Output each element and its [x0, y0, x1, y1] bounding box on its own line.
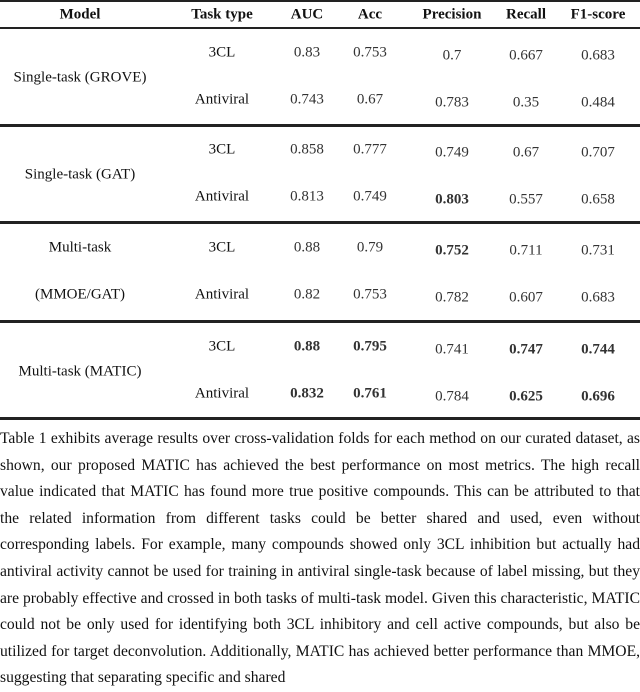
- table-rule: [0, 27, 640, 29]
- table-rule: [0, 417, 640, 420]
- column-header: AUC: [290, 6, 324, 23]
- metric-value: 0.795: [353, 338, 387, 355]
- task-type: Antiviral: [194, 385, 250, 402]
- task-type: 3CL: [208, 239, 236, 256]
- metric-value: 0.761: [353, 385, 387, 402]
- model-name: Single-task (GROVE): [13, 69, 147, 86]
- metric-value: 0.747: [509, 341, 543, 358]
- metric-value: 0.67: [512, 144, 540, 161]
- metric-value: 0.557: [509, 191, 543, 208]
- metric-value: 0.783: [435, 94, 469, 111]
- metric-value: 0.79: [356, 239, 384, 256]
- metric-value: 0.744: [581, 341, 615, 358]
- metric-value: 0.696: [581, 388, 615, 405]
- task-type: 3CL: [208, 338, 236, 355]
- model-name: (MMOE/GAT): [35, 286, 125, 303]
- table-rule: [0, 320, 640, 323]
- metric-value: 0.83: [293, 44, 321, 61]
- task-type: Antiviral: [194, 91, 250, 108]
- metric-value: 0.683: [581, 289, 615, 306]
- metric-value: 0.749: [353, 188, 387, 205]
- task-type: 3CL: [208, 44, 236, 61]
- column-header: Model: [59, 6, 101, 23]
- metric-value: 0.667: [509, 47, 543, 64]
- task-type: Antiviral: [194, 286, 250, 303]
- model-name: Single-task (GAT): [24, 166, 136, 183]
- model-name: Multi-task: [48, 239, 112, 256]
- model-name: Multi-task (MATIC): [18, 363, 142, 380]
- metric-value: 0.777: [353, 141, 387, 158]
- metric-value: 0.607: [509, 289, 543, 306]
- table-rule: [0, 0, 640, 2]
- table-rule: [0, 124, 640, 127]
- metric-value: 0.67: [356, 91, 384, 108]
- metric-value: 0.88: [293, 239, 321, 256]
- metric-value: 0.711: [509, 242, 543, 259]
- metric-value: 0.741: [435, 341, 469, 358]
- column-header: Task type: [191, 6, 253, 23]
- metric-value: 0.782: [435, 289, 469, 306]
- metric-value: 0.753: [353, 44, 387, 61]
- metric-value: 0.88: [293, 338, 321, 355]
- column-header: Precision: [422, 6, 482, 23]
- metric-value: 0.625: [509, 388, 543, 405]
- column-header: F1-score: [570, 6, 626, 23]
- metric-value: 0.484: [581, 94, 615, 111]
- task-type: 3CL: [208, 141, 236, 158]
- table-rule: [0, 221, 640, 224]
- metric-value: 0.658: [581, 191, 615, 208]
- task-type: Antiviral: [194, 188, 250, 205]
- column-header: Acc: [357, 6, 383, 23]
- metric-value: 0.803: [435, 191, 469, 208]
- metric-value: 0.707: [581, 144, 615, 161]
- metric-value: 0.784: [435, 388, 469, 405]
- column-header: Recall: [506, 6, 546, 23]
- metric-value: 0.813: [290, 188, 324, 205]
- metric-value: 0.731: [581, 242, 615, 259]
- metric-value: 0.35: [512, 94, 540, 111]
- body-paragraph: Table 1 exhibits average results over cross-validation folds for each method on our curated dataset, as shown, our proposed MATIC has achieved the best performance on most metrics. The high recall value indicated that MATIC has found more true positive compounds. This can be attributed to that the related information from different tasks could be better shared and used, even without corresponding labels. For example, many compounds showed only 3CL inhibition but actually had antiviral activity cannot be used for training in antiviral single-task because of label missing, but they are probably effective and crossed in both tasks of multi-task model. Given this characteristic, MATIC could not be only used for identifying both 3CL inhibitory and cell active compounds, but also be utilized for target deconvolution. Additionally, MATIC has achieved better performance than MMOE, suggesting that separating specific and shared: [0, 430, 640, 687]
- metric-value: 0.743: [290, 91, 324, 108]
- metric-value: 0.749: [435, 144, 469, 161]
- metric-value: 0.7: [442, 47, 462, 64]
- metric-value: 0.683: [581, 47, 615, 64]
- metric-value: 0.832: [290, 385, 324, 402]
- metric-value: 0.753: [353, 286, 387, 303]
- metric-value: 0.752: [435, 242, 469, 259]
- metric-value: 0.858: [290, 141, 324, 158]
- metric-value: 0.82: [293, 286, 321, 303]
